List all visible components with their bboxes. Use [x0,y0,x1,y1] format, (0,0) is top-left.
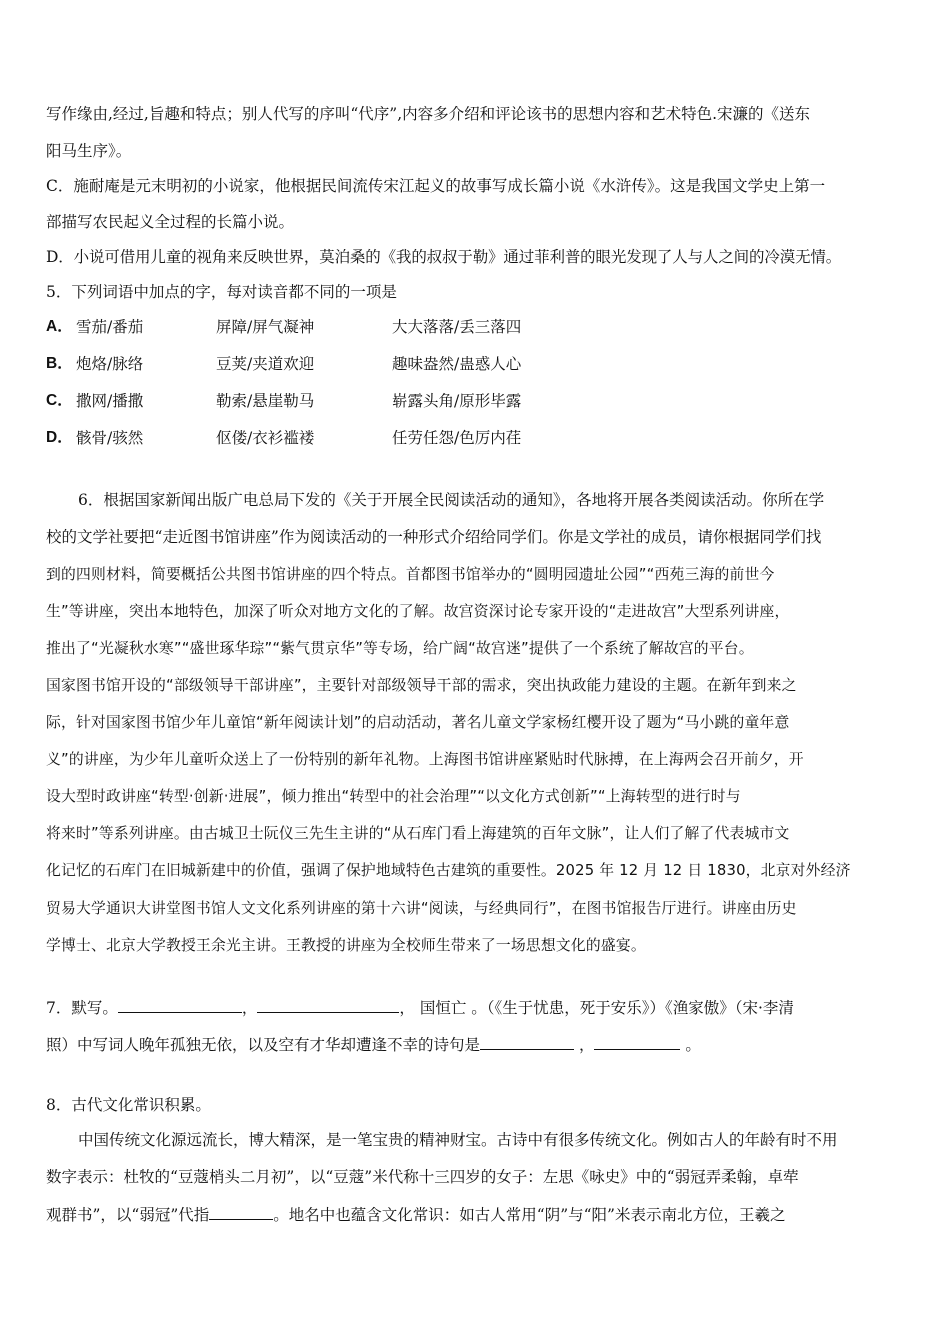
word-pair: 撒网/播撒 [76,392,144,410]
option-c-text: C．施耐庵是元末明初的小说家，他根据民间流传宋江起义的故事写成长篇小说《水浒传》。这是我国文学史上第一 [46,177,826,195]
answer-blank[interactable] [118,996,242,1013]
text-line: 写作缘由,经过,旨趣和特点；别人代写的序叫“代序”,内容多介绍和评论该书的思想内容和艺术特色.宋濂的《送东 [46,105,811,123]
question-7-text: ， 国恒亡 。（《生于忧患，死于安乐》）《渔家傲》（宋·李清 [399,999,794,1017]
question-8-text: 。地名中也蕴含文化常识：如古人常用“阴”与“阳”米表示南北方位，王羲之 [273,1206,786,1224]
word-pair: 趣味盎然/蛊惑人心 [392,355,522,373]
word-pair: 伛偻/衣衫褴褛 [216,429,315,447]
text-line: 部描写农民起义全过程的长篇小说。 [46,213,295,231]
answer-blank[interactable] [594,1033,680,1050]
question-6-line: 国家图书馆开设的“部级领导干部讲座”，主要针对部级领导干部的需求，突出执政能力建设的主题。在新年到来之 [46,677,797,694]
question-6-line: 6．根据国家新闻出版广电总局下发的《关于开展全民阅读活动的通知》，各地将开展各类阅读活动。你所在学 [78,491,825,509]
answer-blank[interactable] [480,1033,574,1050]
word-pair: 崭露头角/原形毕露 [392,392,522,410]
option-label: C． [46,392,73,409]
question-6-line: 到的四则材料，简要概括公共图书馆讲座的四个特点。首都图书馆举办的“圆明园遗址公园”“西苑三海的前世今 [46,566,775,583]
punctuation: 。 [680,1036,701,1054]
question-8-line: 数字表示：杜牧的“豆蔻梢头二月初”，以“豆蔻”米代称十三四岁的女子：左思《咏史》中的“弱冠弄柔翰，卓荦 [46,1168,799,1186]
word-pair: 屏障/屏气凝神 [216,318,315,336]
question-8-line: 中国传统文化源远流长，博大精深，是一笔宝贵的精神财宝。古诗中有很多传统文化。例如古人的年龄有时不用 [78,1131,838,1149]
option-label: A． [46,318,73,335]
question-8-text: 观群书”，以“弱冠”代指 [46,1206,210,1224]
text-line: 阳马生序》。 [46,142,132,160]
question-6-line: 化记忆的石库门在旧城新建中的价值，强调了保护地域特色古建筑的重要性。2025 年 12 月 12 日 1830，北京对外经济 [46,862,851,879]
option-label: B． [46,355,73,372]
word-pair: 炮烙/脉络 [76,355,144,373]
option-d-text: D．小说可借用儿童的视角来反映世界，莫泊桑的《我的叔叔于勒》通过菲利普的眼光发现了人与人之间的冷漠无情。 [46,248,842,266]
question-7-label: 7．默写。 [46,999,118,1017]
question-6-line: 将来时”等系列讲座。由古城卫士阮仪三先生主讲的“从石库门看上海建筑的百年文脉”，让人们了解了代表城市文 [46,825,790,842]
question-6-line: 推出了“光凝秋水寒”“盛世琢华琮”“紫气贯京华”等专场，给广阔“故宫迷”提供了一个系统了解故宫的平台。 [46,640,754,657]
word-pair: 骸骨/骇然 [76,429,144,447]
word-pair: 大大落落/丢三落四 [392,318,522,336]
question-8-title: 8．古代文化常识积累。 [46,1096,211,1114]
question-6-line: 生”等讲座，突出本地特色，加深了听众对地方文化的了解。故宫资深讨论专家开设的“走进故宫”大型系列讲座， [46,603,790,620]
question-8-line [46,1203,908,1226]
word-pair: 雪茄/番茄 [76,318,144,336]
question-5-stem: 5．下列词语中加点的字，每对读音都不同的一项是 [46,283,397,301]
question-7-line-2 [46,1033,908,1056]
answer-blank[interactable] [257,996,399,1013]
punctuation: ， [241,999,258,1017]
question-6-line: 际，针对国家图书馆少年儿童馆“新年阅读计划”的启动活动，著名儿童文学家杨红樱开设了题为“马小跳的童年意 [46,714,790,731]
word-pair: 勒索/悬崖勒马 [216,392,315,410]
question-7-text: 照）中写词人晚年孤独无依，以及空有才华却遭逢不幸的诗句是 [46,1036,481,1054]
answer-blank[interactable] [209,1203,273,1220]
question-6-line: 学博士、北京大学教授王余光主讲。王教授的讲座为全校师生带来了一场思想文化的盛宴。 [46,937,646,954]
question-6-line: 义”的讲座，为少年儿童听众送上了一份特别的新年礼物。上海图书馆讲座紧贴时代脉搏，在上海两会召开前夕，开 [46,751,804,768]
question-6-line: 校的文学社要把“走近图书馆讲座”作为阅读活动的一种形式介绍给同学们。你是文学社的成员，请你根据同学们找 [46,528,822,546]
word-pair: 豆荚/夹道欢迎 [216,355,315,373]
question-6-line: 贸易大学通识大讲堂图书馆人文文化系列讲座的第十六讲“阅读，与经典同行”，在图书馆报告厅进行。讲座由历史 [46,900,797,917]
question-6-line: 设大型时政讲座“转型·创新·进展”，倾力推出“转型中的社会治理”“以文化方式创新”“上海转型的进行时与 [46,788,741,805]
word-pair: 任劳任怨/色厉内荏 [392,429,522,447]
question-7-line-1 [46,996,908,1019]
punctuation: ， [574,1036,595,1054]
option-label: D． [46,429,73,446]
